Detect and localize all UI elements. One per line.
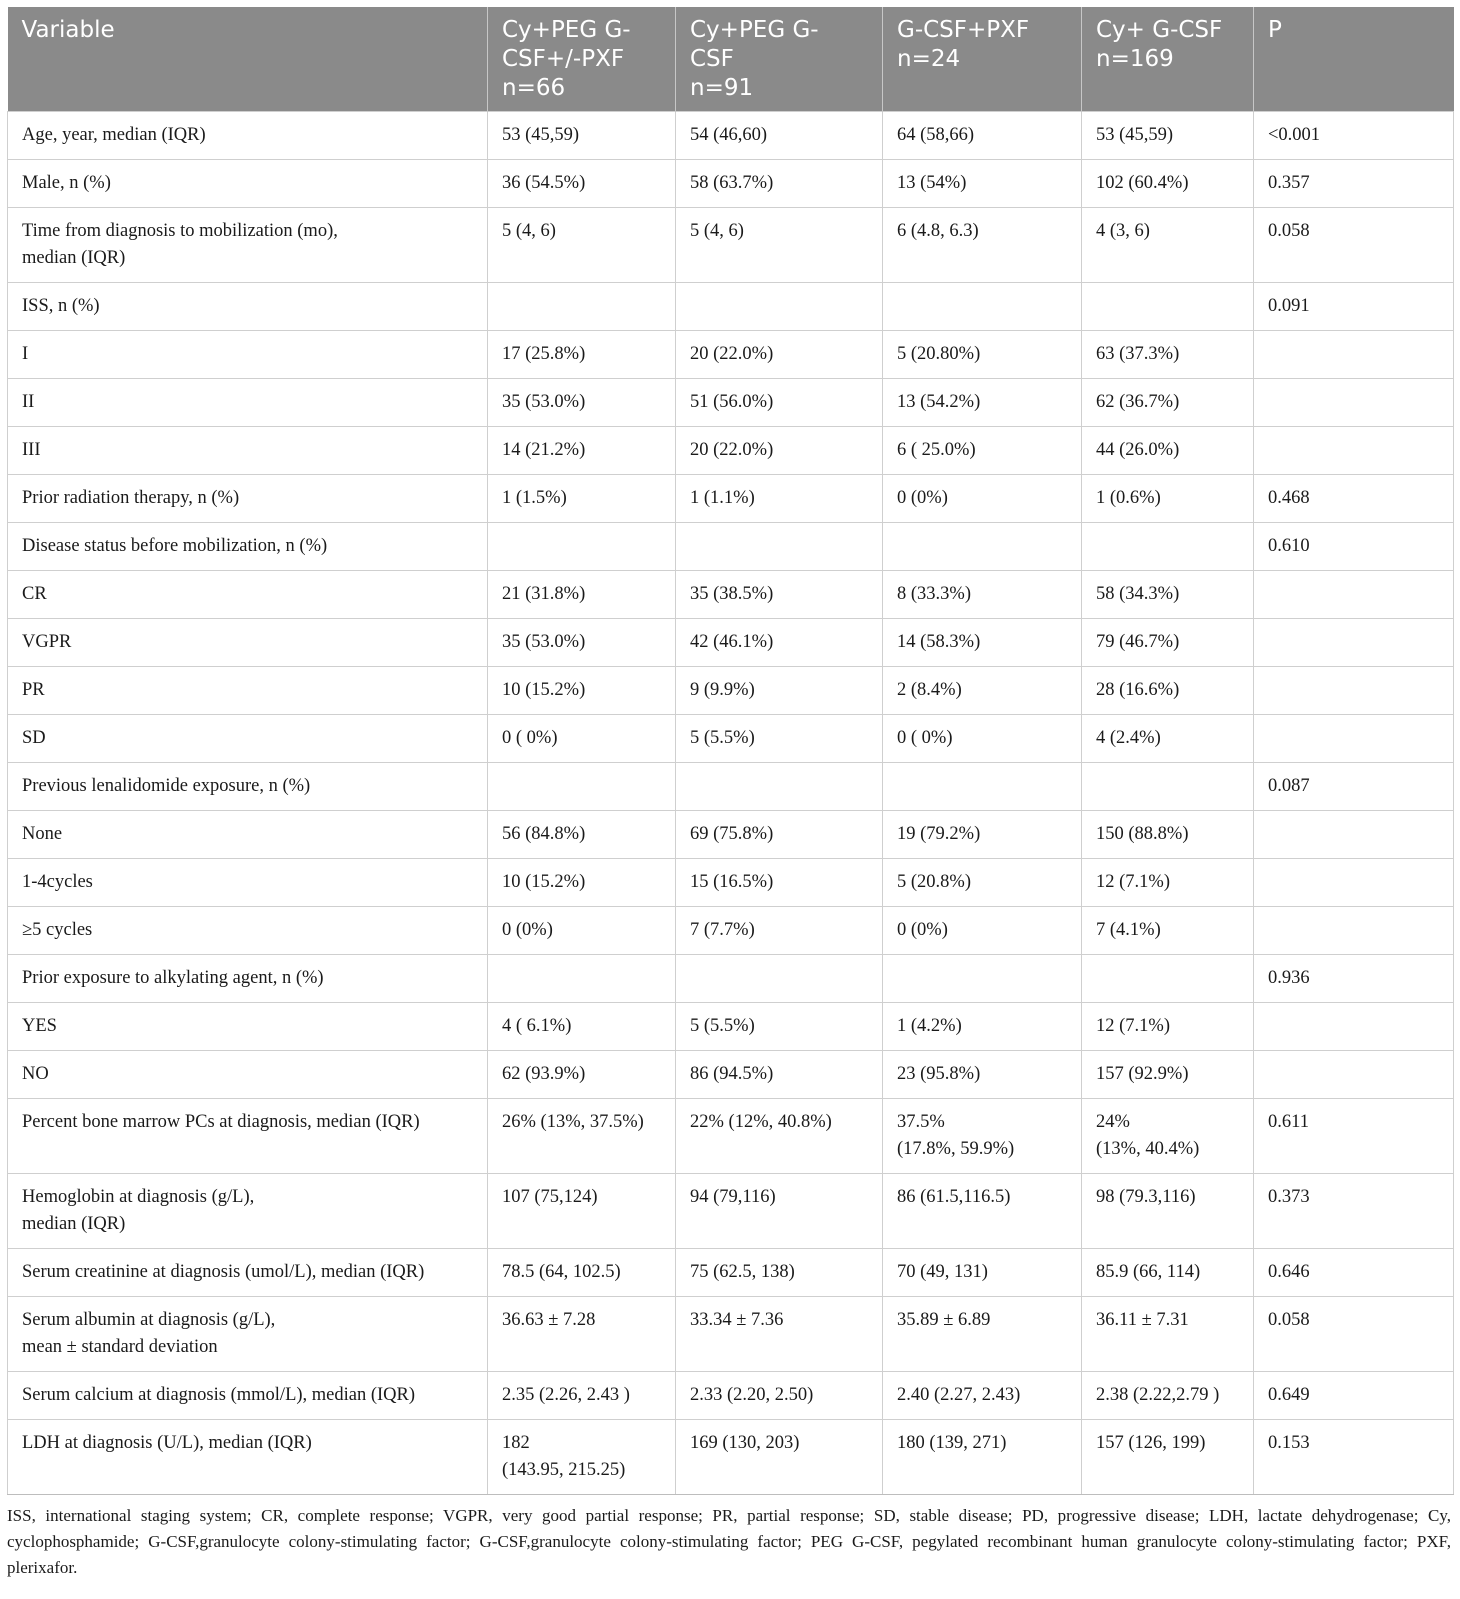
- cell-p-value: 0.610: [1254, 523, 1454, 571]
- cell-value: [1082, 523, 1254, 571]
- cell-p-value: 0.058: [1254, 1297, 1454, 1372]
- cell-value: 36.11 ± 7.31: [1082, 1297, 1254, 1372]
- cell-value: 2 (8.4%): [883, 667, 1082, 715]
- cell-value: 6 ( 25.0%): [883, 427, 1082, 475]
- table-row: [8, 208, 1454, 283]
- table-footnote: ISS, international staging system; CR, complete response; VGPR, very good partial response; PR, partial response; SD, stable disease; PD, progressive disease; LDH, lactate dehydrogenase; Cy, cyclophosphamide; G-CSF,granulocyte colony-stimulating factor; G-CSF,granulocyte colony-stimulating factor; PEG G-CSF, pegylated recombinant human granulocyte colony-stimulating factor; PXF, plerixafor.: [7, 1506, 1451, 1577]
- cell-value: 79 (46.7%): [1082, 619, 1254, 667]
- table-row: [8, 1051, 1454, 1099]
- cell-value: 62 (36.7%): [1082, 379, 1254, 427]
- cell-variable: Time from diagnosis to mobilization (mo), median (IQR): [8, 208, 488, 283]
- cell-value: 1 (4.2%): [883, 1003, 1082, 1051]
- cell-value: 12 (7.1%): [1082, 1003, 1254, 1051]
- cell-p-value: 0.153: [1254, 1420, 1454, 1495]
- cell-value: 28 (16.6%): [1082, 667, 1254, 715]
- cell-variable: ISS, n (%): [8, 283, 488, 331]
- cell-value: 1 (1.1%): [676, 475, 883, 523]
- cell-value: [883, 283, 1082, 331]
- cell-variable: II: [8, 379, 488, 427]
- cell-variable: 1-4cycles: [8, 859, 488, 907]
- cell-variable: SD: [8, 715, 488, 763]
- cell-value: 182 (143.95, 215.25): [488, 1420, 676, 1495]
- cell-variable: I: [8, 331, 488, 379]
- cell-p-value: [1254, 571, 1454, 619]
- cell-value: 4 ( 6.1%): [488, 1003, 676, 1051]
- table-row: [8, 1372, 1454, 1420]
- cell-value: [676, 763, 883, 811]
- baseline-characteristics-table: [7, 7, 1454, 1495]
- cell-variable: NO: [8, 1051, 488, 1099]
- cell-value: 75 (62.5, 138): [676, 1249, 883, 1297]
- cell-value: 1 (0.6%): [1082, 475, 1254, 523]
- cell-value: [883, 955, 1082, 1003]
- cell-p-value: 0.649: [1254, 1372, 1454, 1420]
- cell-value: 36.63 ± 7.28: [488, 1297, 676, 1372]
- cell-value: 19 (79.2%): [883, 811, 1082, 859]
- table-body: [8, 112, 1454, 1495]
- table-row: [8, 1420, 1454, 1495]
- cell-value: 14 (58.3%): [883, 619, 1082, 667]
- cell-value: 8 (33.3%): [883, 571, 1082, 619]
- cell-value: [1082, 283, 1254, 331]
- cell-p-value: [1254, 427, 1454, 475]
- cell-variable: None: [8, 811, 488, 859]
- table-row: [8, 112, 1454, 160]
- cell-value: 26% (13%, 37.5%): [488, 1099, 676, 1174]
- cell-p-value: [1254, 379, 1454, 427]
- table-row: [8, 1297, 1454, 1372]
- cell-variable: Serum calcium at diagnosis (mmol/L), median (IQR): [8, 1372, 488, 1420]
- cell-value: 23 (95.8%): [883, 1051, 1082, 1099]
- cell-value: 53 (45,59): [488, 112, 676, 160]
- cell-value: 0 (0%): [883, 475, 1082, 523]
- cell-p-value: <0.001: [1254, 112, 1454, 160]
- cell-p-value: [1254, 331, 1454, 379]
- cell-value: [883, 763, 1082, 811]
- cell-value: 86 (94.5%): [676, 1051, 883, 1099]
- header-variable: Variable: [8, 7, 488, 112]
- cell-p-value: [1254, 811, 1454, 859]
- cell-value: 63 (37.3%): [1082, 331, 1254, 379]
- cell-p-value: [1254, 907, 1454, 955]
- cell-variable: PR: [8, 667, 488, 715]
- cell-value: 53 (45,59): [1082, 112, 1254, 160]
- cell-value: 20 (22.0%): [676, 427, 883, 475]
- cell-value: 157 (126, 199): [1082, 1420, 1254, 1495]
- cell-variable: III: [8, 427, 488, 475]
- cell-value: 6 (4.8, 6.3): [883, 208, 1082, 283]
- table-row: [8, 379, 1454, 427]
- cell-value: 21 (31.8%): [488, 571, 676, 619]
- table-row: [8, 859, 1454, 907]
- cell-p-value: 0.058: [1254, 208, 1454, 283]
- table-row: [8, 427, 1454, 475]
- table-row: [8, 907, 1454, 955]
- cell-value: 35 (53.0%): [488, 379, 676, 427]
- cell-p-value: 0.646: [1254, 1249, 1454, 1297]
- cell-variable: VGPR: [8, 619, 488, 667]
- header-row: [8, 7, 1454, 112]
- cell-value: [676, 955, 883, 1003]
- table-row: [8, 475, 1454, 523]
- table-row: [8, 1174, 1454, 1249]
- cell-value: 5 (5.5%): [676, 715, 883, 763]
- header-cy-peg-gcsf-pxf: Cy+PEG G- CSF+/-PXF n=66: [488, 7, 676, 112]
- cell-value: 98 (79.3,116): [1082, 1174, 1254, 1249]
- cell-value: 36 (54.5%): [488, 160, 676, 208]
- cell-value: 7 (7.7%): [676, 907, 883, 955]
- cell-value: 14 (21.2%): [488, 427, 676, 475]
- table-container: [7, 7, 1453, 1581]
- table-row: [8, 160, 1454, 208]
- table-row: [8, 763, 1454, 811]
- cell-value: 169 (130, 203): [676, 1420, 883, 1495]
- cell-value: 56 (84.8%): [488, 811, 676, 859]
- cell-p-value: [1254, 1051, 1454, 1099]
- cell-variable: Serum creatinine at diagnosis (umol/L), median (IQR): [8, 1249, 488, 1297]
- cell-value: 51 (56.0%): [676, 379, 883, 427]
- cell-variable: Hemoglobin at diagnosis (g/L), median (IQR): [8, 1174, 488, 1249]
- cell-variable: Male, n (%): [8, 160, 488, 208]
- cell-value: 22% (12%, 40.8%): [676, 1099, 883, 1174]
- table-row: [8, 1249, 1454, 1297]
- cell-variable: LDH at diagnosis (U/L), median (IQR): [8, 1420, 488, 1495]
- cell-value: 5 (20.80%): [883, 331, 1082, 379]
- cell-value: 37.5% (17.8%, 59.9%): [883, 1099, 1082, 1174]
- cell-value: 12 (7.1%): [1082, 859, 1254, 907]
- cell-variable: Serum albumin at diagnosis (g/L), mean ± standard deviation: [8, 1297, 488, 1372]
- cell-value: [1082, 955, 1254, 1003]
- cell-p-value: 0.357: [1254, 160, 1454, 208]
- cell-value: 2.33 (2.20, 2.50): [676, 1372, 883, 1420]
- cell-p-value: 0.611: [1254, 1099, 1454, 1174]
- cell-value: 70 (49, 131): [883, 1249, 1082, 1297]
- table-row: [8, 667, 1454, 715]
- table-row: [8, 571, 1454, 619]
- table-row: [8, 523, 1454, 571]
- cell-value: 0 (0%): [883, 907, 1082, 955]
- cell-value: 157 (92.9%): [1082, 1051, 1254, 1099]
- cell-value: 150 (88.8%): [1082, 811, 1254, 859]
- cell-value: 0 ( 0%): [488, 715, 676, 763]
- cell-value: 0 ( 0%): [883, 715, 1082, 763]
- cell-variable: ≥5 cycles: [8, 907, 488, 955]
- cell-value: 35 (53.0%): [488, 619, 676, 667]
- cell-value: [488, 763, 676, 811]
- cell-value: 4 (2.4%): [1082, 715, 1254, 763]
- cell-value: [883, 523, 1082, 571]
- table-row: [8, 1003, 1454, 1051]
- cell-value: 4 (3, 6): [1082, 208, 1254, 283]
- cell-value: 20 (22.0%): [676, 331, 883, 379]
- cell-value: 24% (13%, 40.4%): [1082, 1099, 1254, 1174]
- table-row: [8, 811, 1454, 859]
- cell-value: 58 (63.7%): [676, 160, 883, 208]
- cell-value: 33.34 ± 7.36: [676, 1297, 883, 1372]
- table-row: [8, 331, 1454, 379]
- cell-value: 17 (25.8%): [488, 331, 676, 379]
- cell-value: 102 (60.4%): [1082, 160, 1254, 208]
- cell-p-value: [1254, 667, 1454, 715]
- cell-value: 1 (1.5%): [488, 475, 676, 523]
- cell-value: 13 (54.2%): [883, 379, 1082, 427]
- header-cy-peg-gcsf: Cy+PEG G- CSF n=91: [676, 7, 883, 112]
- header-cy-gcsf: Cy+ G-CSF n=169: [1082, 7, 1254, 112]
- cell-value: [488, 955, 676, 1003]
- cell-variable: Prior exposure to alkylating agent, n (%): [8, 955, 488, 1003]
- table-row: [8, 715, 1454, 763]
- cell-value: 15 (16.5%): [676, 859, 883, 907]
- cell-value: 9 (9.9%): [676, 667, 883, 715]
- cell-p-value: 0.091: [1254, 283, 1454, 331]
- cell-p-value: 0.936: [1254, 955, 1454, 1003]
- cell-value: [676, 283, 883, 331]
- cell-value: 35.89 ± 6.89: [883, 1297, 1082, 1372]
- cell-value: [488, 283, 676, 331]
- cell-variable: Prior radiation therapy, n (%): [8, 475, 488, 523]
- cell-value: 44 (26.0%): [1082, 427, 1254, 475]
- header-p-value: P: [1254, 7, 1454, 112]
- cell-value: 78.5 (64, 102.5): [488, 1249, 676, 1297]
- cell-value: 5 (5.5%): [676, 1003, 883, 1051]
- cell-value: 62 (93.9%): [488, 1051, 676, 1099]
- cell-value: 85.9 (66, 114): [1082, 1249, 1254, 1297]
- cell-value: [488, 523, 676, 571]
- cell-value: 64 (58,66): [883, 112, 1082, 160]
- cell-value: 58 (34.3%): [1082, 571, 1254, 619]
- cell-value: 5 (20.8%): [883, 859, 1082, 907]
- cell-variable: Age, year, median (IQR): [8, 112, 488, 160]
- cell-value: 5 (4, 6): [488, 208, 676, 283]
- cell-value: 7 (4.1%): [1082, 907, 1254, 955]
- table-row: [8, 955, 1454, 1003]
- cell-value: [1082, 763, 1254, 811]
- cell-variable: CR: [8, 571, 488, 619]
- cell-value: 42 (46.1%): [676, 619, 883, 667]
- cell-value: 13 (54%): [883, 160, 1082, 208]
- cell-value: 10 (15.2%): [488, 667, 676, 715]
- table-row: [8, 283, 1454, 331]
- header-gcsf-pxf: G-CSF+PXF n=24: [883, 7, 1082, 112]
- cell-value: 2.38 (2.22,2.79 ): [1082, 1372, 1254, 1420]
- cell-value: 107 (75,124): [488, 1174, 676, 1249]
- cell-value: 54 (46,60): [676, 112, 883, 160]
- cell-value: 180 (139, 271): [883, 1420, 1082, 1495]
- cell-value: 10 (15.2%): [488, 859, 676, 907]
- table-row: [8, 619, 1454, 667]
- cell-p-value: 0.468: [1254, 475, 1454, 523]
- table-row: [8, 1099, 1454, 1174]
- cell-value: 2.40 (2.27, 2.43): [883, 1372, 1082, 1420]
- cell-p-value: [1254, 859, 1454, 907]
- cell-value: 94 (79,116): [676, 1174, 883, 1249]
- cell-value: 0 (0%): [488, 907, 676, 955]
- cell-variable: Disease status before mobilization, n (%): [8, 523, 488, 571]
- cell-p-value: 0.087: [1254, 763, 1454, 811]
- cell-variable: Previous lenalidomide exposure, n (%): [8, 763, 488, 811]
- cell-p-value: [1254, 715, 1454, 763]
- cell-value: 35 (38.5%): [676, 571, 883, 619]
- cell-value: 2.35 (2.26, 2.43 ): [488, 1372, 676, 1420]
- cell-variable: YES: [8, 1003, 488, 1051]
- cell-p-value: [1254, 619, 1454, 667]
- cell-p-value: [1254, 1003, 1454, 1051]
- cell-value: 86 (61.5,116.5): [883, 1174, 1082, 1249]
- cell-p-value: 0.373: [1254, 1174, 1454, 1249]
- cell-value: 5 (4, 6): [676, 208, 883, 283]
- cell-value: [676, 523, 883, 571]
- cell-value: 69 (75.8%): [676, 811, 883, 859]
- cell-variable: Percent bone marrow PCs at diagnosis, median (IQR): [8, 1099, 488, 1174]
